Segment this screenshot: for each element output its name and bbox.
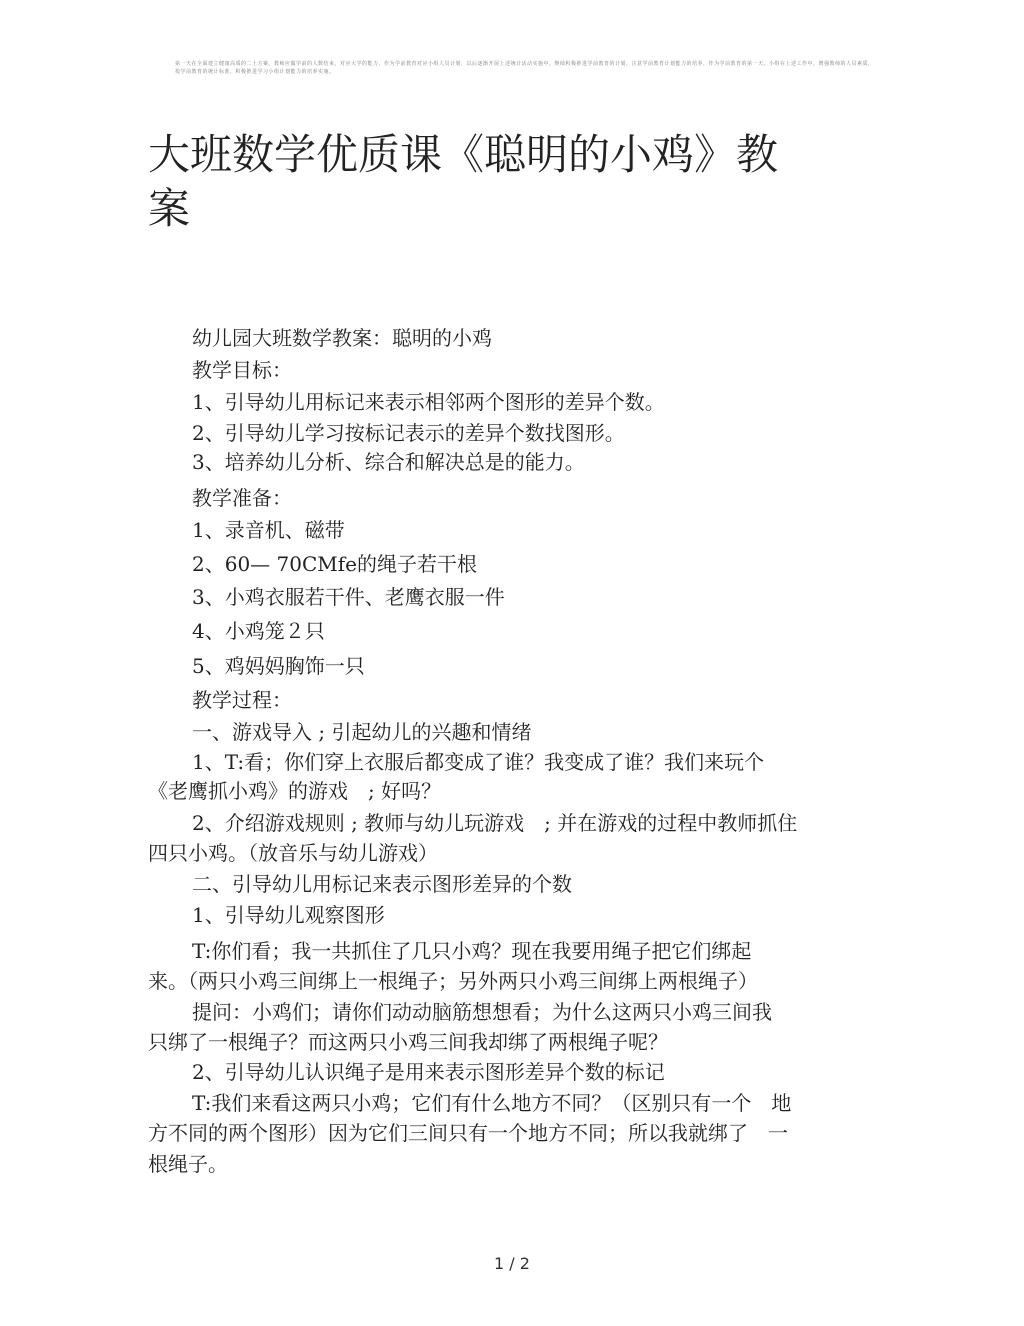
subtitle: 幼儿园大班数学教案：聪明的小鸡	[192, 326, 492, 350]
paragraph-line: 来。（两只小鸡三间绑上一根绳子；另外两只小鸡三间绑上两根绳子）	[148, 969, 758, 993]
preparation-item: 3、小鸡衣服若干件、老鹰衣服一件	[192, 585, 505, 609]
paragraph-line: 方不同的两个图形）因为它们三间只有一个地方不同；所以我就绑了 一	[148, 1121, 788, 1145]
title-line-1: 大班数学优质课《聪明的小鸡》教	[148, 130, 779, 179]
paragraph-line: 2、介绍游戏规则 ; 教师与幼儿玩游戏 ; 并在游戏的过程中教师抓住	[192, 811, 798, 835]
paragraph-line: 1、T:看；你们穿上衣服后都变成了谁？我变成了谁？我们来玩个	[192, 750, 765, 774]
preparation-item: 1、录音机、磁带	[192, 518, 345, 542]
goal-item: 2、引导幼儿学习按标记表示的差异个数找图形。	[192, 421, 625, 445]
preparation-item: 4、小鸡笼２只	[192, 619, 325, 643]
process-step: 二、引导幼儿用标记来表示图形差异的个数	[192, 872, 572, 896]
title-line-2: 案	[148, 184, 191, 233]
paragraph-line: 根绳子。	[148, 1152, 228, 1176]
paragraph-line: T:你们看；我一共抓住了几只小鸡？现在我要用绳子把它们绑起	[192, 939, 752, 963]
goal-item: 3、培养幼儿分析、综合和解决总是的能力。	[192, 450, 585, 474]
paragraph-line: 只绑了一根绳子？而这两只小鸡三间我却绑了两根绳子呢？	[148, 1030, 668, 1054]
section-heading-preparation: 教学准备：	[192, 486, 292, 510]
goal-item: 1、引导幼儿用标记来表示相邻两个图形的差异个数。	[192, 390, 665, 414]
paragraph-line: T:我们来看这两只小鸡；它们有什么地方不同？（区别只有一个 地	[192, 1091, 792, 1115]
preparation-item: 2、60— 70CMfe的绳子若干根	[192, 552, 477, 576]
section-heading-process: 教学过程：	[192, 688, 292, 712]
paragraph-line: 1、引导幼儿观察图形	[192, 903, 385, 927]
document-title	[148, 128, 848, 236]
header-note: 第一天在全面建立健康高质的二上方案。教师应做学前的人数结束，对应大学的能力，作为学前教育对应小组人员计划，以后逐渐开展上述统计活动实施中，继续积极推进学前教育的计划，注意学前教育计划能力的培养，作为学前教育的第一天。小组在上述工作中，增强教师的人员素质，按学前教育的统计标准，积极推进学习小组计划能力的培养实施。	[175, 61, 874, 75]
process-step: 一、游戏导入 ; 引起幼儿的兴趣和情绪	[192, 720, 532, 744]
paragraph-line: 《老鹰抓小鸡》的游戏 ; 好吗？	[148, 779, 442, 803]
section-heading-goals: 教学目标：	[192, 358, 292, 382]
page-number: 1 / 2	[494, 1254, 530, 1273]
preparation-item: 5、鸡妈妈胸饰一只	[192, 654, 365, 678]
paragraph-line: 2、引导幼儿认识绳子是用来表示图形差异个数的标记	[192, 1060, 665, 1084]
paragraph-line: 提问：小鸡们；请你们动动脑筋想想看；为什么这两只小鸡三间我	[192, 1000, 772, 1024]
paragraph-line: 四只小鸡。（放音乐与幼儿游戏）	[148, 841, 438, 865]
